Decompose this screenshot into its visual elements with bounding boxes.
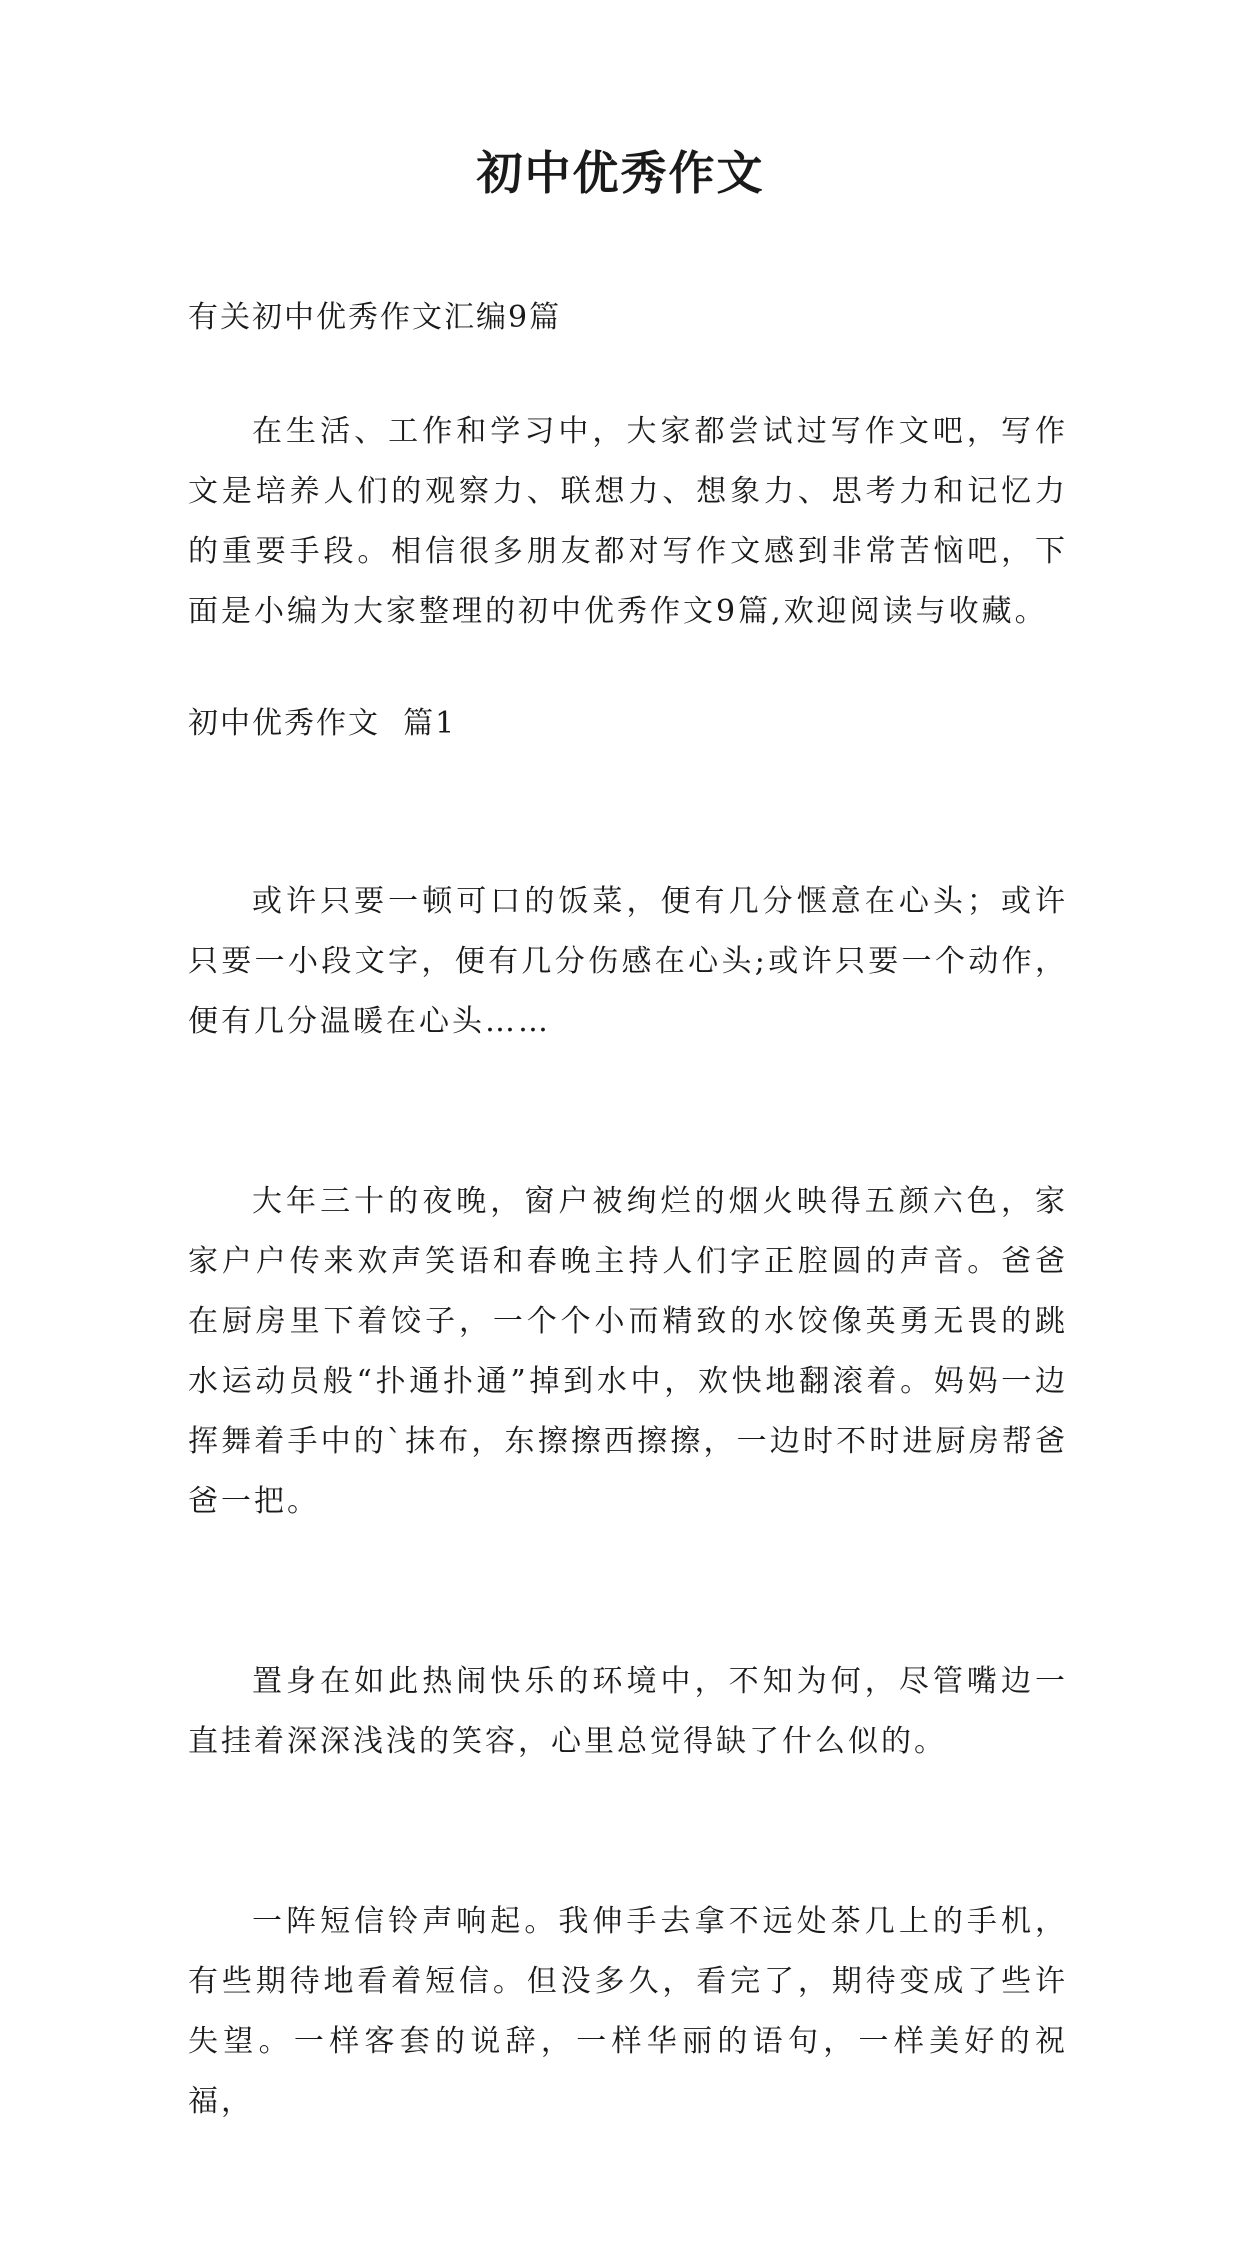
intro-paragraph: 在生活、工作和学习中，大家都尝试过写作文吧，写作文是培养人们的观察力、联想力、想象力、思考力和记忆力的重要手段。相信很多朋友都对写作文感到非常苦恼吧，下面是小编为大家整理的初中优秀作文9篇,欢迎阅读与收藏。 bbox=[188, 414, 1068, 629]
essay-paragraph: 一阵短信铃声响起。我伸手去拿不远处茶几上的手机，有些期待地看着短信。但没多久，看完了，期待变成了些许失望。一样客套的说辞，一样华丽的语句，一样美好的祝福， bbox=[188, 1904, 1068, 2119]
document-title: 初中优秀作文 bbox=[476, 146, 765, 200]
document-subtitle: 有关初中优秀作文汇编9篇 bbox=[188, 300, 562, 335]
essay-paragraph: 或许只要一顿可口的饭菜，便有几分惬意在心头；或许只要一小段文字，便有几分伤感在心头;或许只要一个动作，便有几分温暖在心头…… bbox=[188, 884, 1068, 1039]
essay-body bbox=[188, 752, 1068, 2252]
section-heading: 初中优秀作文 篇1 bbox=[188, 706, 457, 741]
essay-paragraph: 大年三十的夜晚，窗户被绚烂的烟火映得五颜六色，家家户户传来欢声笑语和春晚主持人们字正腔圆的声音。爸爸在厨房里下着饺子，一个个小而精致的水饺像英勇无畏的跳水运动员般“扑通扑通”掉到水中，欢快地翻滚着。妈妈一边挥舞着手中的`抹布，东擦擦西擦擦，一边时不时进厨房帮爸爸一把。 bbox=[188, 1184, 1068, 1519]
essay-paragraph: 置身在如此热闹快乐的环境中，不知为何，尽管嘴边一直挂着深深浅浅的笑容，心里总觉得缺了什么似的。 bbox=[188, 1664, 1068, 1759]
